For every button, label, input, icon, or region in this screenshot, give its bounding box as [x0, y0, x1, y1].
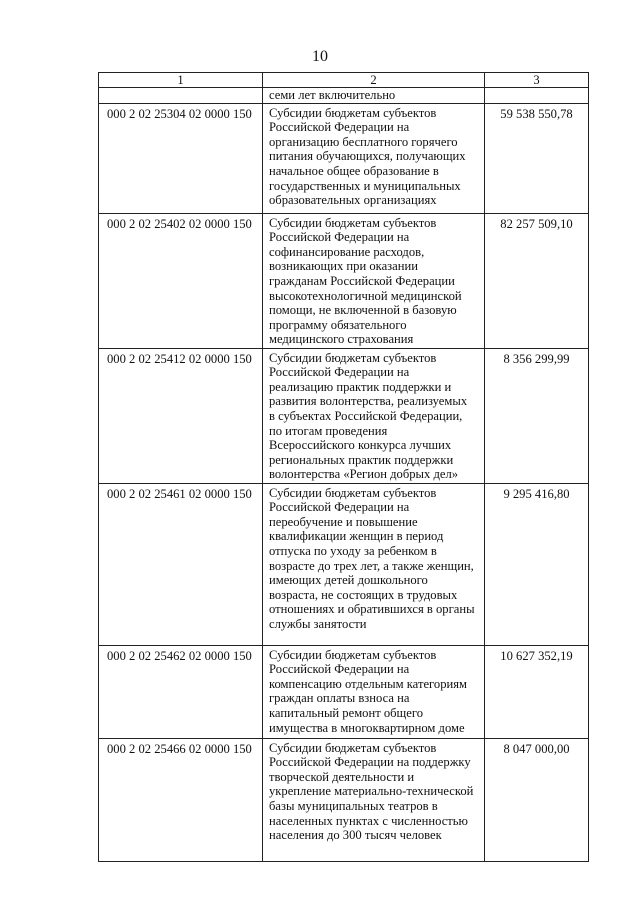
- row-amount: 8 047 000,00: [485, 738, 589, 861]
- budget-table: [98, 72, 589, 862]
- budget-code: 000 2 02 25466 02 0000 150: [99, 738, 263, 861]
- budget-code: 000 2 02 25402 02 0000 150: [99, 213, 263, 348]
- row-description: Субсидии бюджетам субъектов Российской Федерации на переобучение и повышение квалификации женщин в период отпуска по уходу за ребенком в возрасте до трех лет, а также женщин, имеющих детей дошкольного возраста, не состоящих в трудовых отношениях и обратившихся в органы службы занятости: [263, 483, 485, 645]
- table-row: [99, 483, 589, 645]
- row-description: Субсидии бюджетам субъектов Российской Федерации на реализацию практик поддержки и развития волонтерства, реализуемых в субъектах Российской Федерации, по итогам проведения Всероссийского конкурса лучших региональных практик поддержки волонтерства «Регион добрых дел»: [263, 348, 485, 483]
- page-number: 10: [312, 48, 328, 65]
- table-header-row: [99, 73, 589, 88]
- column-header-1: 1: [99, 73, 263, 88]
- continuation-amount-cell: [485, 88, 589, 104]
- table-row: [99, 645, 589, 738]
- row-description: Субсидии бюджетам субъектов Российской Федерации на компенсацию отдельным категориям граждан оплаты взноса на капитальный ремонт общего имущества в многоквартирном доме: [263, 645, 485, 738]
- row-amount: 82 257 509,10: [485, 213, 589, 348]
- row-amount: 9 295 416,80: [485, 483, 589, 645]
- budget-code: 000 2 02 25304 02 0000 150: [99, 103, 263, 213]
- column-header-2: 2: [263, 73, 485, 88]
- budget-code: 000 2 02 25462 02 0000 150: [99, 645, 263, 738]
- row-description: Субсидии бюджетам субъектов Российской Федерации на софинансирование расходов, возникающих при оказании гражданам Российской Федерации высокотехнологичной медицинской помощи, не включенной в базовую программу обязательного медицинского страхования: [263, 213, 485, 348]
- table-row: [99, 738, 589, 861]
- budget-code: 000 2 02 25412 02 0000 150: [99, 348, 263, 483]
- row-amount: 59 538 550,78: [485, 103, 589, 213]
- row-amount: 8 356 299,99: [485, 348, 589, 483]
- table-row: [99, 348, 589, 483]
- row-description: Субсидии бюджетам субъектов Российской Федерации на организацию бесплатного горячего питания обучающихся, получающих начальное общее образование в государственных и муниципальных образовательных организациях: [263, 103, 485, 213]
- continuation-row: [99, 88, 589, 104]
- table-row: [99, 103, 589, 213]
- continuation-code-cell: [99, 88, 263, 104]
- budget-code: 000 2 02 25461 02 0000 150: [99, 483, 263, 645]
- row-description: Субсидии бюджетам субъектов Российской Федерации на поддержку творческой деятельности и укрепление материально-технической базы муниципальных театров в населенных пунктах с численностью населения до 300 тысяч человек: [263, 738, 485, 861]
- continuation-description: семи лет включительно: [263, 88, 485, 104]
- column-header-3: 3: [485, 73, 589, 88]
- row-amount: 10 627 352,19: [485, 645, 589, 738]
- table-row: [99, 213, 589, 348]
